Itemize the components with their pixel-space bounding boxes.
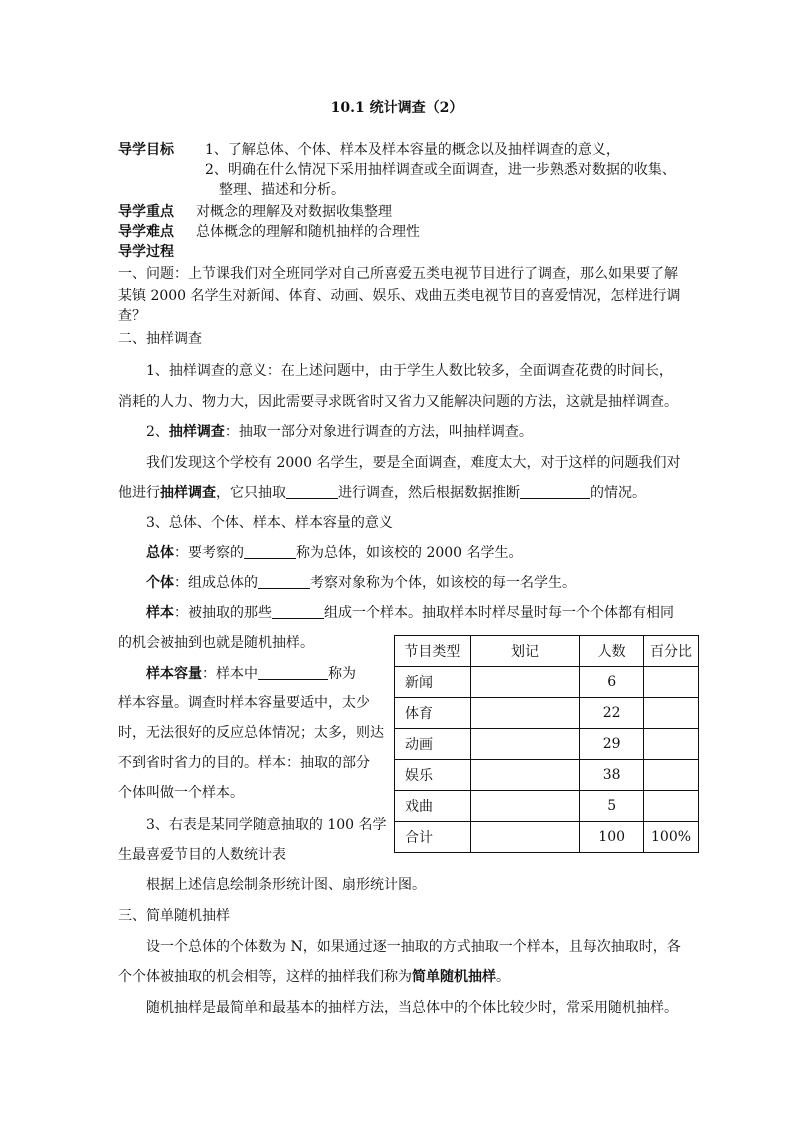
table-intro-line-2: 生最喜爱节目的人数统计表 xyxy=(118,847,286,863)
program-stats-table xyxy=(394,635,699,853)
table-intro-line-1: 3、右表是某同学随意抽取的 100 名学 xyxy=(146,817,387,833)
sampling-definition xyxy=(146,422,533,442)
sampling-definition-prefix: 2、 xyxy=(146,424,169,440)
sample-size-line-4: 不到省时省力的目的。样本：抽取的部分 xyxy=(118,755,370,771)
cell-percent: 100% xyxy=(644,822,699,853)
sample-size-line-5: 个体叫做一个样本。 xyxy=(118,785,244,801)
cell-count: 38 xyxy=(580,760,644,791)
cell-type: 体育 xyxy=(395,698,471,729)
section1-line-2: 某镇 2000 名学生对新闻、体育、动画、娱乐、戏曲五类电视节目的喜爱情况，怎样进行调 xyxy=(118,288,681,304)
sample-label: 样本 xyxy=(146,605,174,621)
sampling-meaning-line-2: 消耗的人力、物力大，因此需要寻求既省时又省力又能解决问题的方法，这就是抽样调查。 xyxy=(118,394,678,410)
cell-count: 29 xyxy=(580,729,644,760)
cell-count: 22 xyxy=(580,698,644,729)
cell-percent[interactable] xyxy=(644,791,699,822)
cell-count: 100 xyxy=(580,822,644,853)
table-row xyxy=(395,760,699,791)
header-count: 人数 xyxy=(580,636,644,667)
goals-label: 导学目标 xyxy=(118,142,174,158)
cell-type: 戏曲 xyxy=(395,791,471,822)
section3-line-2: 个个体被抽取的机会相等，这样的抽样我们称为简单随机抽样。 xyxy=(118,969,510,985)
fill-blank[interactable] xyxy=(244,544,296,559)
table-row xyxy=(395,667,699,698)
page-title: 10.1 统计调查（2） xyxy=(330,100,464,116)
population-label: 总体 xyxy=(146,545,174,561)
header-tally: 划记 xyxy=(470,636,580,667)
table-total-row xyxy=(395,822,699,853)
header-type: 节目类型 xyxy=(395,636,471,667)
cell-tally[interactable] xyxy=(470,760,580,791)
process-label: 导学过程 xyxy=(118,244,174,260)
table-row xyxy=(395,791,699,822)
cell-tally[interactable] xyxy=(470,791,580,822)
sampling-term-2: 抽样调查 xyxy=(160,485,216,501)
draw-task: 根据上述信息绘制条形统计图、扇形统计图。 xyxy=(146,877,426,893)
goal-item-2-line-2: 整理、描述和分析。 xyxy=(219,182,345,198)
sampling-meaning-line-1: 1、抽样调查的意义：在上述问题中，由于学生人数比较多，全面调查花费的时间长， xyxy=(146,363,673,379)
cell-count: 5 xyxy=(580,791,644,822)
table-row xyxy=(395,698,699,729)
school-example-line-2: 他进行抽样调查，它只抽取 进行调查，然后根据数据推断 的情况。 xyxy=(118,485,646,501)
sample-definition: 样本：被抽取的那些 组成一个样本。抽取样本时样尽量时每一个个体都有相同 xyxy=(146,605,674,621)
cell-count: 6 xyxy=(580,667,644,698)
section1-line-1: 一、问题：上节课我们对全班同学对自己所喜爱五类电视节目进行了调查，那么如果要了解 xyxy=(118,266,678,282)
difficulty-text: 总体概念的理解和随机抽样的合理性 xyxy=(196,224,420,240)
fill-blank[interactable] xyxy=(258,574,310,589)
cell-type: 动画 xyxy=(395,729,471,760)
cell-percent[interactable] xyxy=(644,698,699,729)
key-point-label: 导学重点 xyxy=(118,204,174,220)
table-header-row xyxy=(395,636,699,667)
fill-blank[interactable] xyxy=(272,604,324,619)
cell-type: 新闻 xyxy=(395,667,471,698)
difficulty-label: 导学难点 xyxy=(118,224,174,240)
fill-blank[interactable] xyxy=(258,665,328,680)
cell-type: 娱乐 xyxy=(395,760,471,791)
sampling-term: 抽样调查 xyxy=(168,424,225,440)
key-point-text: 对概念的理解及对数据收集整理 xyxy=(196,204,392,220)
cell-type: 合计 xyxy=(395,822,471,853)
section3-heading: 三、简单随机抽样 xyxy=(118,908,230,924)
header-percent: 百分比 xyxy=(644,636,699,667)
sample-size-label: 样本容量 xyxy=(146,666,202,682)
cell-percent[interactable] xyxy=(644,729,699,760)
cell-percent[interactable] xyxy=(644,760,699,791)
sample-size-definition: 样本容量：样本中 称为 xyxy=(146,666,356,682)
sample-definition-line-2: 的机会被抽到也就是随机抽样。 xyxy=(118,635,314,651)
cell-tally[interactable] xyxy=(470,667,580,698)
individual-label: 个体 xyxy=(146,575,174,591)
population-definition: 总体：要考察的 称为总体，如该校的 2000 名学生。 xyxy=(146,545,523,561)
cell-tally[interactable] xyxy=(470,822,580,853)
cell-tally[interactable] xyxy=(470,729,580,760)
fill-blank[interactable] xyxy=(286,484,338,499)
section3-line-3: 随机抽样是最简单和最基本的抽样方法，当总体中的个体比较少时，常采用随机抽样。 xyxy=(146,1000,678,1016)
concepts-heading: 3、总体、个体、样本、样本容量的意义 xyxy=(146,515,393,531)
cell-percent[interactable] xyxy=(644,667,699,698)
goal-item-2-line-1: 2、明确在什么情况下采用抽样调查或全面调查，进一步熟悉对数据的收集、 xyxy=(205,162,676,178)
section1-line-3: 查？ xyxy=(118,308,146,324)
sample-size-line-3: 时，无法很好的反应总体情况；太多，则达 xyxy=(118,725,384,741)
individual-definition: 个体：组成总体的 考察对象称为个体，如该校的每一名学生。 xyxy=(146,575,576,591)
section3-line-1: 设一个总体的个体数为 N，如果通过逐一抽取的方式抽取一个样本，且每次抽取时，各 xyxy=(146,939,681,955)
section2-heading: 二、抽样调查 xyxy=(118,331,202,347)
school-example-line-1: 我们发现这个学校有 2000 名学生，要是全面调查，难度太大，对于这样的问题我们对 xyxy=(146,455,681,471)
goal-item-1: 1、了解总体、个体、样本及样本容量的概念以及抽样调查的意义， xyxy=(205,142,620,158)
cell-tally[interactable] xyxy=(470,698,580,729)
simple-random-sampling-term: 简单随机抽样 xyxy=(412,969,496,985)
table-row xyxy=(395,729,699,760)
fill-blank[interactable] xyxy=(520,484,590,499)
sample-size-line-2: 样本容量。调查时样本容量要适中，太少 xyxy=(118,695,370,711)
sampling-definition-rest: ：抽取一部分对象进行调查的方法，叫抽样调查。 xyxy=(224,424,533,440)
